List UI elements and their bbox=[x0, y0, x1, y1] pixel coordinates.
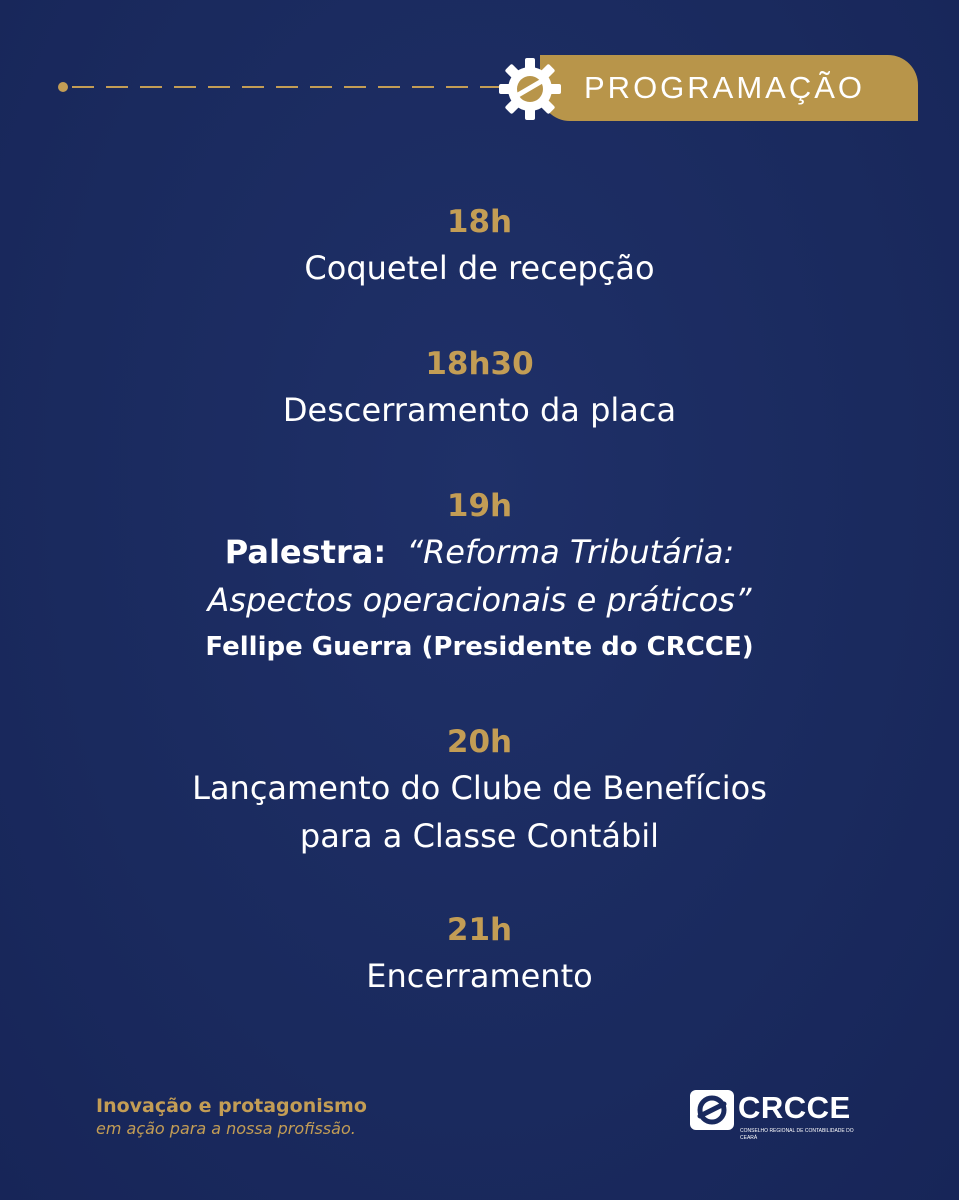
lecture-title-line bbox=[0, 528, 959, 576]
schedule-time: 18h30 bbox=[425, 346, 534, 382]
schedule-description-line2: para a Classe Contábil bbox=[299, 817, 660, 855]
schedule-item bbox=[0, 484, 959, 720]
schedule-list bbox=[0, 200, 959, 1000]
lecture-quote-line1: “Reforma Tributária: bbox=[406, 533, 735, 571]
tagline-title: Inovação e protagonismo bbox=[96, 1095, 367, 1117]
schedule-item bbox=[0, 342, 959, 484]
lecture-speaker: Fellipe Guerra (Presidente do CRCCE) bbox=[205, 632, 754, 662]
logo-subtext: CONSELHO REGIONAL DE CONTABILIDADE DO CEARÁ bbox=[740, 1128, 854, 1141]
schedule-description: Encerramento bbox=[366, 957, 593, 995]
lecture-quote-line2-text: Aspectos operacionais e práticos” bbox=[207, 581, 752, 619]
crcce-logo-mark-icon bbox=[690, 1090, 734, 1130]
schedule-time: 21h bbox=[446, 912, 513, 948]
schedule-time: 19h bbox=[446, 488, 513, 524]
header-dashed-line bbox=[58, 80, 508, 94]
logo-text: CRCCE bbox=[738, 1090, 851, 1125]
schedule-description: Descerramento da placa bbox=[282, 391, 677, 429]
schedule-item bbox=[0, 720, 959, 908]
tagline-subtitle: em ação para a nossa profissão. bbox=[96, 1119, 356, 1138]
lecture-quote-line2 bbox=[0, 576, 959, 624]
schedule-item bbox=[0, 908, 959, 1000]
schedule-item bbox=[0, 200, 959, 342]
schedule-time: 20h bbox=[446, 724, 513, 760]
schedule-description-line1: Lançamento do Clube de Benefícios bbox=[192, 769, 767, 807]
crcce-logo bbox=[690, 1088, 860, 1144]
header-title: PROGRAMAÇÃO bbox=[584, 70, 866, 105]
lecture-label: Palestra: bbox=[224, 533, 387, 571]
gear-icon bbox=[496, 55, 564, 123]
schedule-description: Coquetel de recepção bbox=[304, 249, 655, 287]
schedule-time: 18h bbox=[446, 204, 513, 240]
